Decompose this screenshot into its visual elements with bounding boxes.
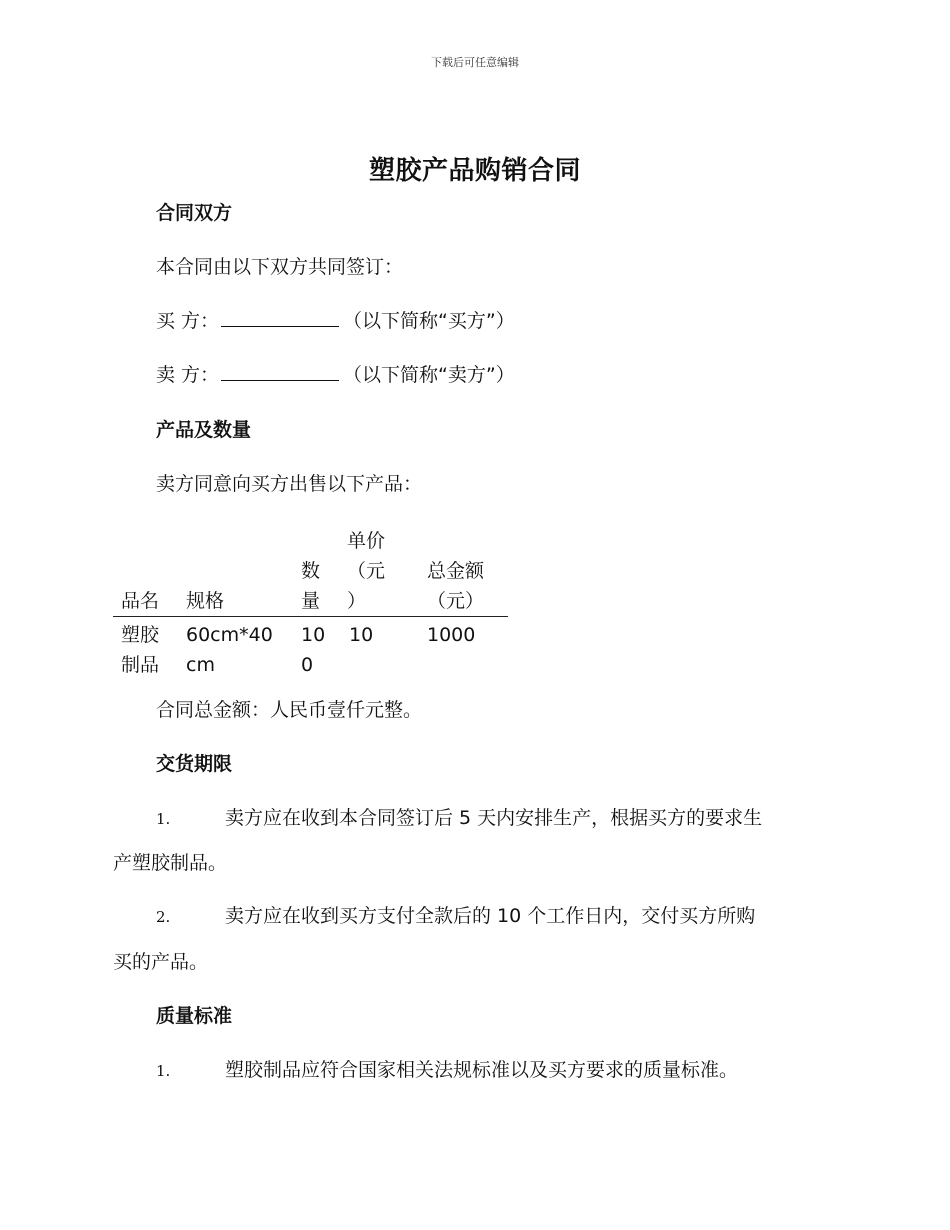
buyer-label: 买 方： xyxy=(156,310,220,332)
seller-label: 卖 方： xyxy=(156,364,220,386)
header-note: 下载后可任意编辑 xyxy=(431,56,519,69)
buyer-suffix: （以下简称“买方”） xyxy=(343,310,515,332)
delivery-item-number: 1. xyxy=(156,810,171,828)
contract-title: 塑胶产品购销合同 xyxy=(368,156,581,186)
delivery-item-line: 卖方应在收到本合同签订后 5 天内安排生产，根据买方的要求生 xyxy=(225,807,763,829)
seller-line xyxy=(156,362,515,388)
table-header-cell: 品名 xyxy=(121,590,160,612)
section-heading-quality: 质量标准 xyxy=(156,1005,233,1027)
delivery-item-line: 买的产品。 xyxy=(113,951,209,973)
delivery-item-number: 2. xyxy=(156,908,171,926)
table-header-cell: 数 量 xyxy=(301,560,321,612)
parties-intro: 本合同由以下双方共同签订： xyxy=(156,256,404,278)
delivery-item-line: 卖方应在收到买方支付全款后的 10 个工作日内，交付买方所购 xyxy=(225,905,756,927)
section-heading-delivery: 交货期限 xyxy=(156,753,233,775)
contract-total: 合同总金额：人民币壹仟元整。 xyxy=(156,699,423,721)
section-heading-products: 产品及数量 xyxy=(156,419,252,441)
seller-blank[interactable] xyxy=(221,362,339,381)
table-cell: 塑胶 制品 xyxy=(121,624,160,676)
table-header-cell: 单价 （元 ） xyxy=(347,530,386,612)
delivery-item-line: 产塑胶制品。 xyxy=(113,852,228,874)
table-header-cell: 规格 xyxy=(186,590,225,612)
table-cell: 10 0 xyxy=(301,624,326,676)
products-intro: 卖方同意向买方出售以下产品： xyxy=(156,473,423,495)
buyer-line xyxy=(156,308,515,334)
quality-item-line: 塑胶制品应符合国家相关法规标准以及买方要求的质量标准。 xyxy=(225,1059,739,1081)
product-table xyxy=(113,528,508,686)
buyer-blank[interactable] xyxy=(221,308,339,327)
table-header-rule xyxy=(113,616,508,617)
section-heading-parties: 合同双方 xyxy=(156,202,233,224)
seller-suffix: （以下简称“卖方”） xyxy=(343,364,515,386)
table-cell: 1000 xyxy=(427,624,476,646)
quality-item-number: 1. xyxy=(156,1062,171,1080)
table-header-cell: 总金额 （元） xyxy=(427,560,485,612)
table-cell: 10 xyxy=(349,624,374,646)
table-cell: 60cm*40 cm xyxy=(186,624,273,676)
